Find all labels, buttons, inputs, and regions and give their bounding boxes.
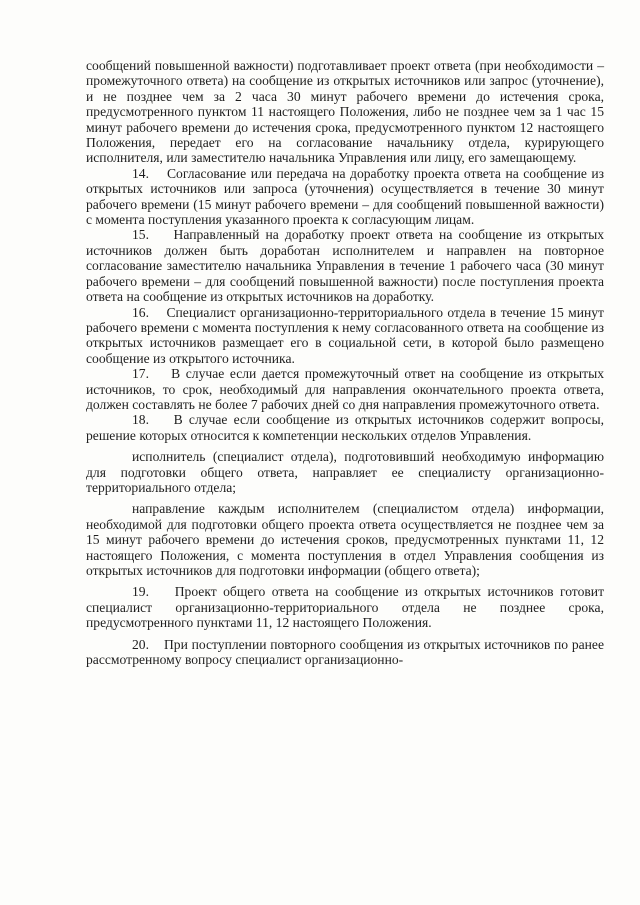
paragraph-number: 16. [132, 304, 149, 320]
paragraph-15: 15. Направленный на доработку проект ответа на сообщение из открытых источников должен быть доработан исполнителем и направлен на повторное согласование заместителю начальника Управления в течение 1 рабочего часа (30 минут рабочего времени – для сообщений повышенной важности) после поступления проекта ответа на сообщение из открытых источников на доработку. [86, 227, 605, 305]
paragraph-18-item-2: направление каждым исполнителем (специалистом отдела) информации, необходимой для подготовки общего проекта ответа осуществляется не позднее чем за 15 минут рабочего времени до истечения сроков, предусмотренных пунктами 11, 12 настоящего Положения, с момента поступления в отдел Управления сообщения из открытых источников для подготовки информации (общего ответа); [86, 501, 604, 578]
paragraph-14: 14. Согласование или передача на доработку проекта ответа на сообщение из открытых источников или запроса (уточнения) осуществляется в течение 30 минут рабочего времени (15 минут рабочего времени – для сообщений повышенной важности) с момента поступления указанного проекта к согласующим лицам. [86, 165, 605, 228]
paragraph-number: 20. [132, 636, 149, 652]
paragraph-17: 17. В случае если дается промежуточный ответ на сообщение из открытых источников, то срок, необходимый для направления окончательного проекта ответа, должен составлять не более 7 рабочих дней со дня направления промежуточного ответа. [86, 366, 604, 412]
paragraph-number: 17. [132, 366, 149, 382]
paragraph-number: 14. [132, 165, 149, 181]
paragraph-18-item-1: исполнитель (специалист отдела), подготовивший необходимую информацию для подготовки общего ответа, направляет ее специалисту организационно-территориального отдела; [86, 449, 604, 495]
paragraph-number: 15. [132, 227, 149, 243]
paragraph-number: 18. [132, 412, 149, 428]
paragraph-18: 18. В случае если сообщение из открытых источников содержит вопросы, решение которых относится к компетенции нескольких отделов Управления. [86, 412, 604, 443]
paragraph-16: 16. Специалист организационно-территориального отдела в течение 15 минут рабочего времени с момента поступления к нему согласованного ответа на сообщение из открытых источников размещает его в социальной сети, в которой было размещено сообщение из открытого источника. [86, 304, 604, 366]
paragraph-13-continuation: сообщений повышенной важности) подготавливает проект ответа (при необходимости – промежуточного ответа) на сообщение из открытых источников или запрос (уточнение), и не позднее чем за 2 часа 30 минут рабочего времени до истечения срока, предусмотренного пунктом 11 настоящего Положения, либо не позднее чем за 1 час 15 минут рабочего времени до истечения срока, предусмотренного пунктом 12 настоящего Положения, передает его на согласование начальнику отдела, курирующего исполнителя, или заместителю начальника Управления или лицу, его замещающему. [86, 58, 604, 166]
paragraph-number: 19. [132, 584, 149, 600]
paragraph-20: 20. При поступлении повторного сообщения из открытых источников по ранее рассмотренному вопросу специалист организационно- [86, 636, 604, 668]
paragraph-19: 19. Проект общего ответа на сообщение из открытых источников готовит специалист организационно-территориального отдела не позднее срока, предусмотренного пунктами 11, 12 настоящего Положения. [86, 584, 605, 631]
